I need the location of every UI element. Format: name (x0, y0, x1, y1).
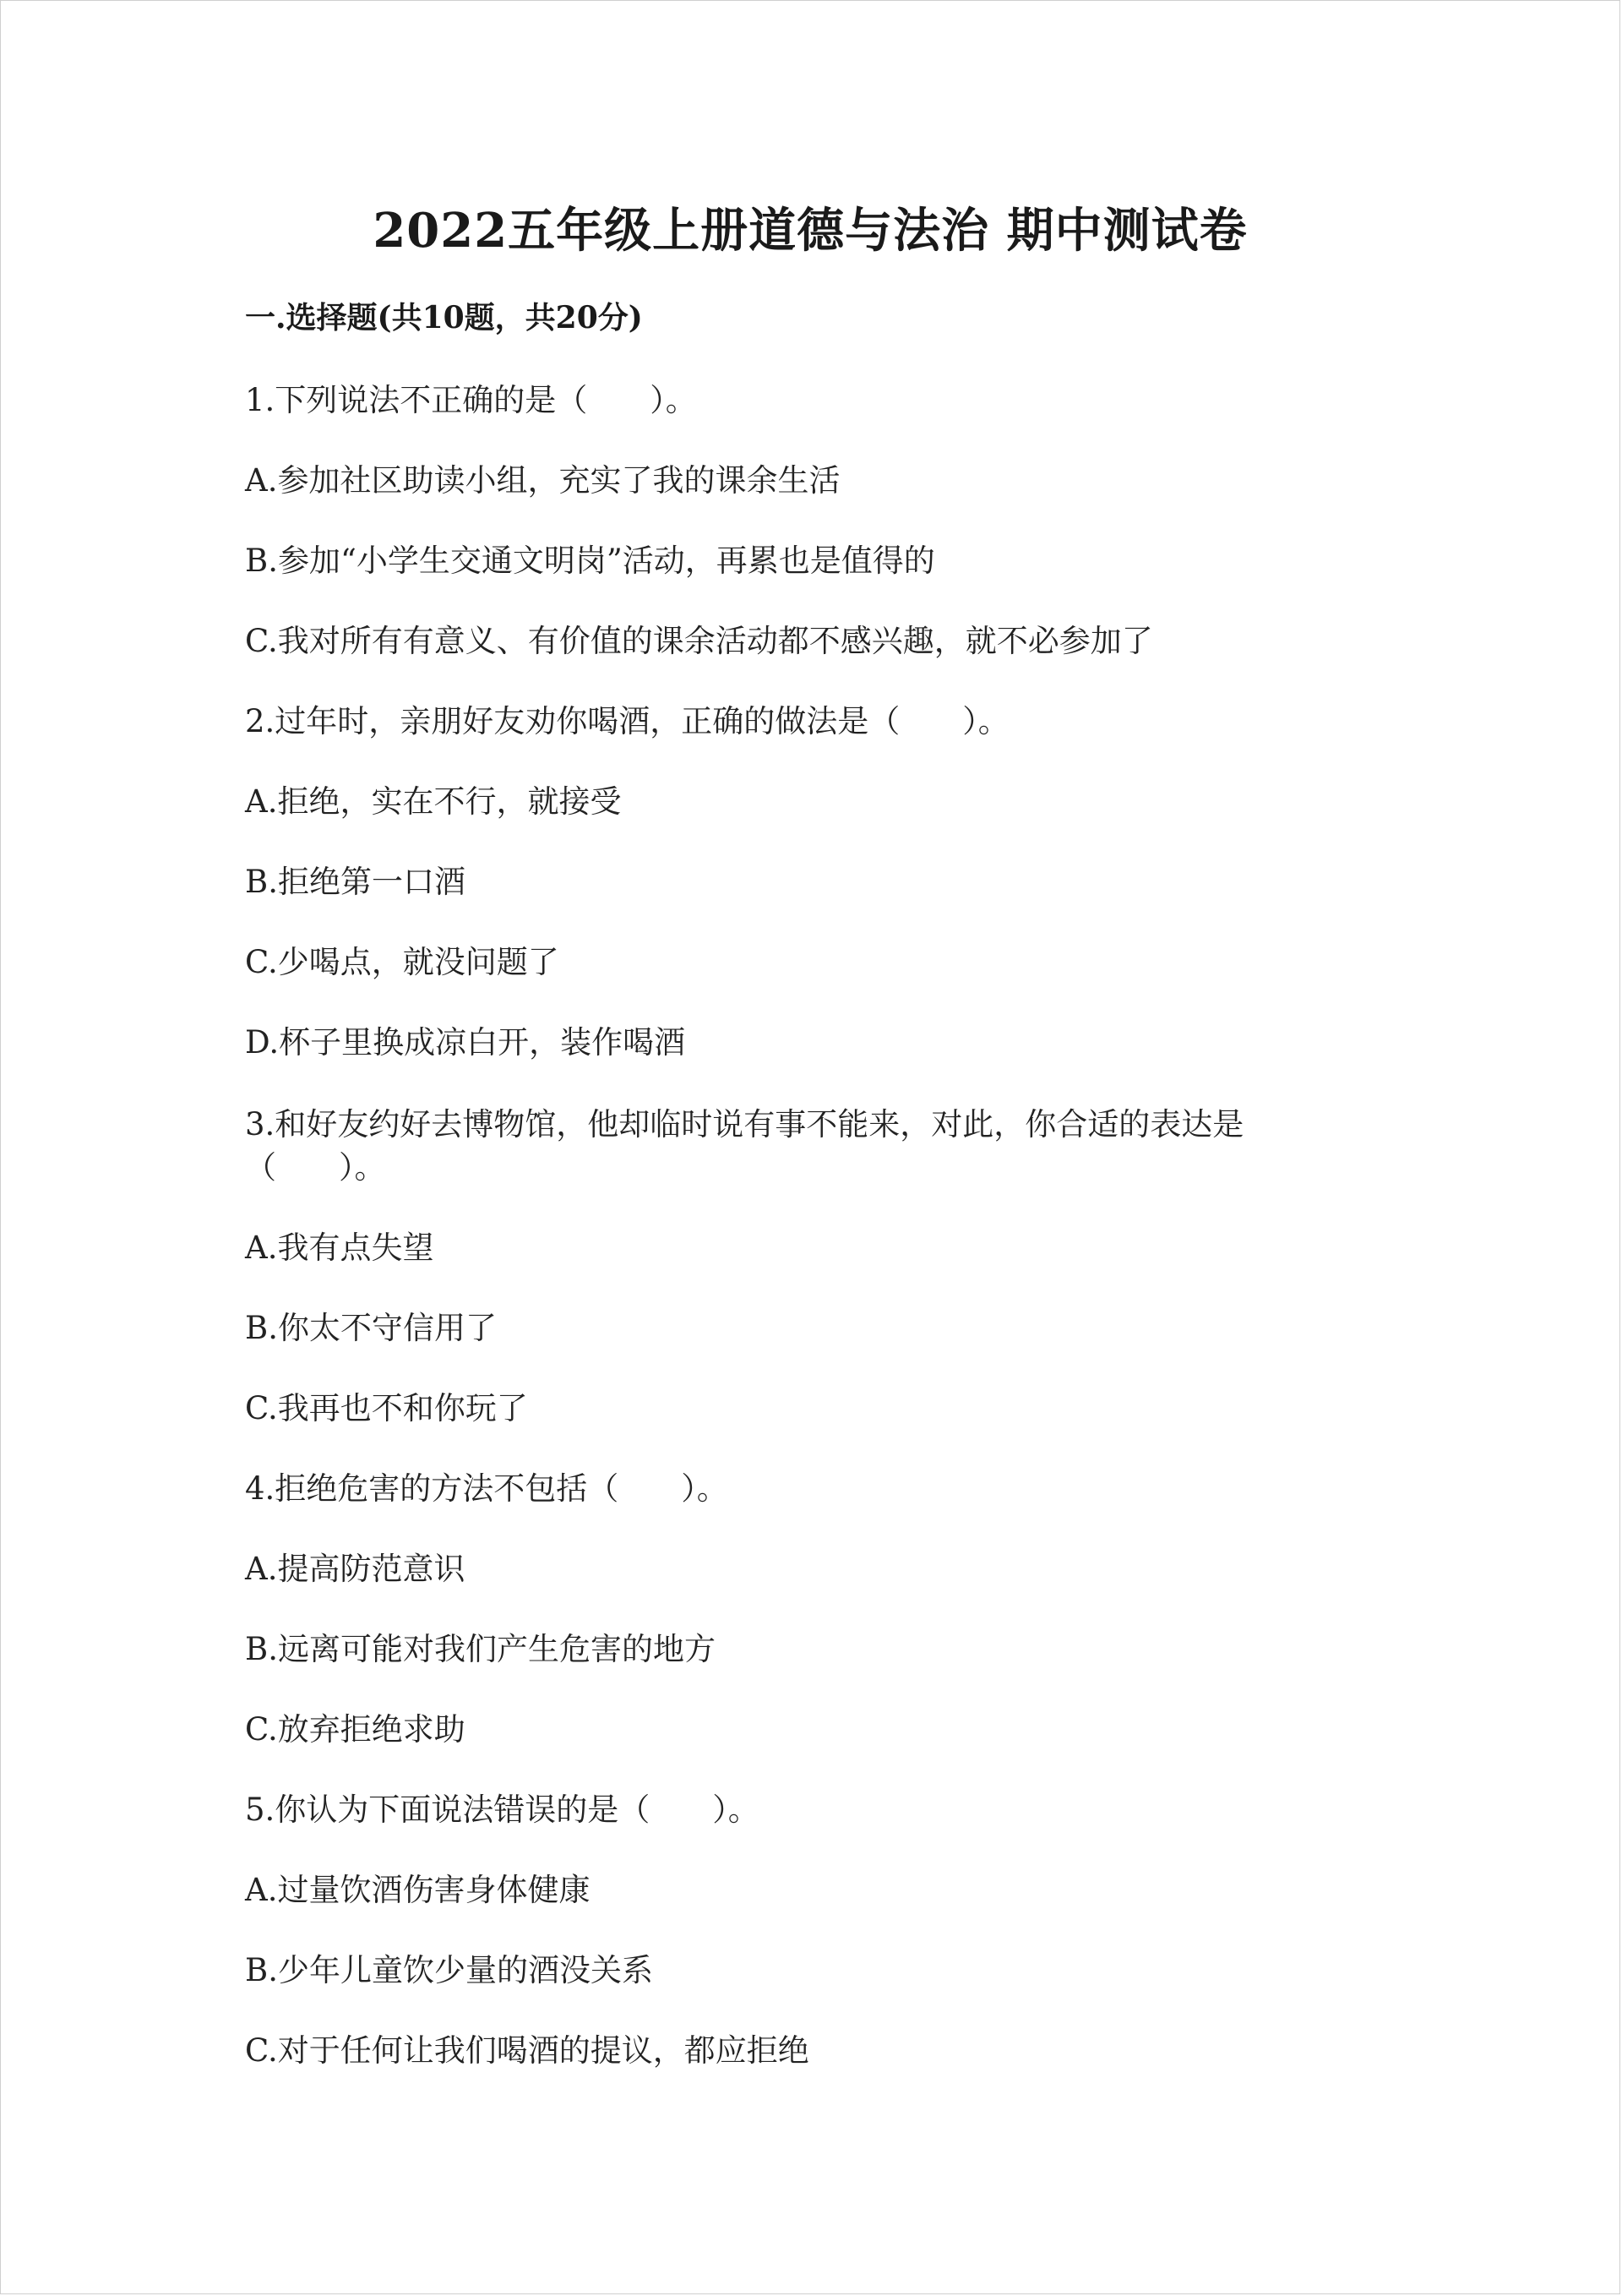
question-1-option-b: B.参加“小学生交通文明岗”活动，再累也是值得的 (245, 543, 935, 579)
question-1-option-c: C.我对所有有意义、有价值的课余活动都不感兴趣，就不必参加了 (245, 623, 1153, 659)
question-2-option-c: C.少喝点，就没问题了 (245, 944, 559, 980)
question-2-option-d: D.杯子里换成凉白开，装作喝酒 (245, 1024, 686, 1061)
question-3-option-a: A.我有点失望 (245, 1230, 434, 1266)
question-1-option-a: A.参加社区助读小组，充实了我的课余生活 (245, 462, 841, 499)
section-heading: 一.选择题(共10题，共20分) (245, 300, 643, 335)
question-3-option-b: B.你太不守信用了 (245, 1310, 497, 1346)
question-1-stem: 1.下列说法不正确的是（ ）。 (245, 382, 697, 418)
question-5-stem: 5.你认为下面说法错误的是（ ）。 (245, 1792, 759, 1828)
question-4-stem: 4.拒绝危害的方法不包括（ ）。 (245, 1470, 728, 1507)
exam-title: 2022五年级上册道德与法治 期中测试卷 (373, 203, 1248, 259)
question-5-option-a: A.过量饮酒伤害身体健康 (245, 1872, 591, 1908)
question-2-stem: 2.过年时，亲朋好友劝你喝酒，正确的做法是（ ）。 (245, 703, 1010, 739)
question-2-option-a: A.拒绝，实在不行，就接受 (245, 783, 622, 820)
question-5-option-c: C.对于任何让我们喝酒的提议，都应拒绝 (245, 2032, 809, 2069)
question-3-stem: 3.和好友约好去博物馆，他却临时说有事不能来，对此，你合适的表达是 (245, 1106, 1244, 1143)
question-3-option-c: C.我再也不和你玩了 (245, 1390, 528, 1426)
question-3-stem-continued: （ ）。 (245, 1149, 386, 1186)
question-4-option-a: A.提高防范意识 (245, 1551, 465, 1587)
question-4-option-b: B.远离可能对我们产生危害的地方 (245, 1631, 716, 1667)
question-5-option-b: B.少年儿童饮少量的酒没关系 (245, 1952, 653, 1988)
question-4-option-c: C.放弃拒绝求助 (245, 1711, 465, 1748)
question-2-option-b: B.拒绝第一口酒 (245, 864, 465, 900)
